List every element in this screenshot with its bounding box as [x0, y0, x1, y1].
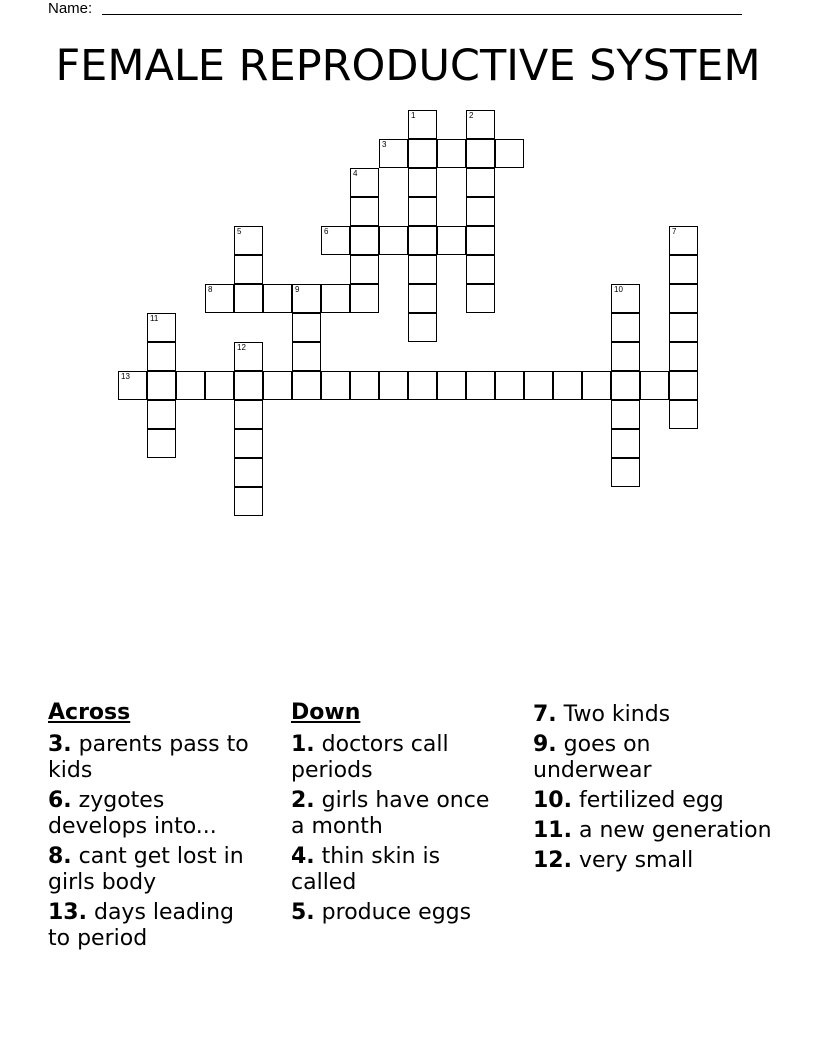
crossword-cell[interactable]	[611, 284, 640, 313]
clue-item	[533, 788, 773, 814]
crossword-cell[interactable]	[669, 226, 698, 255]
crossword-cell[interactable]	[147, 342, 176, 371]
crossword-cell[interactable]	[611, 400, 640, 429]
crossword-cell[interactable]	[408, 110, 437, 139]
clue-item-text: parents pass to kids	[48, 732, 249, 783]
crossword-cell[interactable]	[669, 284, 698, 313]
crossword-cell[interactable]	[611, 313, 640, 342]
crossword-cell[interactable]	[118, 371, 147, 400]
crossword-cell[interactable]	[466, 226, 495, 255]
crossword-cell[interactable]	[234, 342, 263, 371]
down-clues-continued	[533, 702, 773, 878]
crossword-cell[interactable]	[408, 313, 437, 342]
crossword-cell[interactable]	[408, 371, 437, 400]
page-title: FEMALE REPRODUCTIVE SYSTEM	[55, 41, 761, 91]
crossword-cell[interactable]	[437, 139, 466, 168]
crossword-cell[interactable]	[466, 168, 495, 197]
crossword-cell[interactable]	[292, 284, 321, 313]
crossword-cell[interactable]	[640, 371, 669, 400]
crossword-cell[interactable]	[669, 371, 698, 400]
crossword-cell[interactable]	[466, 284, 495, 313]
crossword-cell[interactable]	[234, 226, 263, 255]
crossword-cell[interactable]	[263, 371, 292, 400]
crossword-cell[interactable]	[611, 429, 640, 458]
crossword-cell[interactable]	[234, 284, 263, 313]
crossword-cell[interactable]	[408, 168, 437, 197]
clue-item-number: 10.	[533, 788, 572, 813]
clue-item	[48, 788, 263, 840]
clue-item	[533, 818, 773, 844]
clue-item-number: 2.	[291, 788, 315, 813]
clue-number: 3	[382, 140, 387, 149]
clue-item-number: 7.	[533, 702, 557, 727]
clue-item-text: zygotes develops into...	[48, 788, 217, 839]
crossword-cell[interactable]	[582, 371, 611, 400]
clue-number: 12	[237, 343, 246, 352]
clue-item-number: 1.	[291, 732, 315, 757]
crossword-cell[interactable]	[611, 371, 640, 400]
clue-item	[48, 732, 263, 784]
crossword-cell[interactable]	[495, 139, 524, 168]
crossword-cell[interactable]	[466, 255, 495, 284]
crossword-cell[interactable]	[669, 313, 698, 342]
down-heading: Down	[291, 700, 361, 725]
clue-item	[48, 900, 263, 952]
crossword-cell[interactable]	[234, 371, 263, 400]
crossword-cell[interactable]	[205, 284, 234, 313]
clue-item-number: 5.	[291, 900, 315, 925]
crossword-cell[interactable]	[350, 371, 379, 400]
across-clues	[48, 700, 263, 956]
crossword-cell[interactable]	[292, 313, 321, 342]
crossword-cell[interactable]	[292, 342, 321, 371]
clue-item	[291, 788, 506, 840]
clue-item-text: very small	[571, 848, 694, 873]
crossword-cell[interactable]	[234, 429, 263, 458]
clue-item-text: girls have once a month	[291, 788, 490, 839]
crossword-cell[interactable]	[408, 284, 437, 313]
clue-item	[291, 900, 506, 926]
crossword-cell[interactable]	[321, 371, 350, 400]
clue-item	[291, 732, 506, 784]
clue-item-number: 3.	[48, 732, 72, 757]
crossword-cell[interactable]	[234, 458, 263, 487]
crossword-cell[interactable]	[611, 342, 640, 371]
crossword-cell[interactable]	[408, 226, 437, 255]
clue-item-number: 8.	[48, 844, 72, 869]
crossword-cell[interactable]	[466, 139, 495, 168]
clue-item	[48, 844, 263, 896]
crossword-cell[interactable]	[408, 255, 437, 284]
clue-item-text: doctors call periods	[291, 732, 449, 783]
clue-item	[533, 702, 773, 728]
clue-item-text: a new generation	[571, 818, 772, 843]
clue-item-text: goes on underwear	[533, 732, 652, 783]
clue-item-text: thin skin is called	[291, 844, 441, 895]
clue-number: 5	[237, 227, 242, 236]
crossword-cell[interactable]	[495, 371, 524, 400]
crossword-cell[interactable]	[379, 226, 408, 255]
name-label: Name:	[48, 0, 96, 18]
crossword-cell[interactable]	[321, 284, 350, 313]
crossword-cell[interactable]	[466, 110, 495, 139]
clue-item-number: 12.	[533, 848, 572, 873]
clue-item-text: cant get lost in girls body	[48, 844, 244, 895]
clue-item	[533, 732, 773, 784]
clue-number: 6	[324, 227, 329, 236]
crossword-cell[interactable]	[350, 197, 379, 226]
crossword-cell[interactable]	[379, 139, 408, 168]
across-heading: Across	[48, 700, 131, 725]
crossword-cell[interactable]	[408, 139, 437, 168]
crossword-cell[interactable]	[147, 371, 176, 400]
crossword-cell[interactable]	[669, 342, 698, 371]
crossword-cell[interactable]	[321, 226, 350, 255]
clue-item-text: fertilized egg	[571, 788, 724, 813]
crossword-cell[interactable]	[176, 371, 205, 400]
crossword-cell[interactable]	[669, 400, 698, 429]
crossword-cell[interactable]	[292, 371, 321, 400]
crossword-cell[interactable]	[466, 197, 495, 226]
crossword-cell[interactable]	[147, 429, 176, 458]
crossword-cell[interactable]	[611, 458, 640, 487]
crossword-cell[interactable]	[234, 487, 263, 516]
clue-number: 9	[295, 285, 300, 294]
clue-number: 7	[672, 227, 677, 236]
crossword-cell[interactable]	[234, 400, 263, 429]
clue-item-text: Two kinds	[556, 702, 671, 727]
clue-number: 2	[469, 111, 474, 120]
crossword-cell[interactable]	[379, 371, 408, 400]
clue-item-text: days leading to period	[48, 900, 235, 951]
crossword-cell[interactable]	[234, 255, 263, 284]
crossword-cell[interactable]	[350, 226, 379, 255]
crossword-cell[interactable]	[437, 226, 466, 255]
crossword-cell[interactable]	[350, 168, 379, 197]
crossword-cell[interactable]	[524, 371, 553, 400]
clue-item-number: 9.	[533, 732, 557, 757]
crossword-cell[interactable]	[553, 371, 582, 400]
clue-number: 4	[353, 169, 358, 178]
down-clues	[291, 700, 506, 930]
crossword-cell[interactable]	[408, 197, 437, 226]
clue-number: 10	[614, 285, 623, 294]
clue-number: 8	[208, 285, 213, 294]
crossword-cell[interactable]	[466, 371, 495, 400]
clue-item-number: 11.	[533, 818, 572, 843]
clue-number: 11	[150, 314, 159, 323]
crossword-cell[interactable]	[669, 255, 698, 284]
clue-item-number: 4.	[291, 844, 315, 869]
clue-item-number: 6.	[48, 788, 72, 813]
crossword-cell[interactable]	[147, 400, 176, 429]
crossword-cell[interactable]	[263, 284, 292, 313]
crossword-cell[interactable]	[350, 255, 379, 284]
crossword-cell[interactable]	[205, 371, 234, 400]
clue-number: 13	[121, 372, 130, 381]
clue-number: 1	[411, 111, 416, 120]
crossword-cell[interactable]	[350, 284, 379, 313]
clue-item-text: produce eggs	[314, 900, 472, 925]
clue-item	[291, 844, 506, 896]
clue-item-number: 13.	[48, 900, 87, 925]
crossword-cell[interactable]	[437, 371, 466, 400]
clue-item	[533, 848, 773, 874]
crossword-cell[interactable]	[147, 313, 176, 342]
